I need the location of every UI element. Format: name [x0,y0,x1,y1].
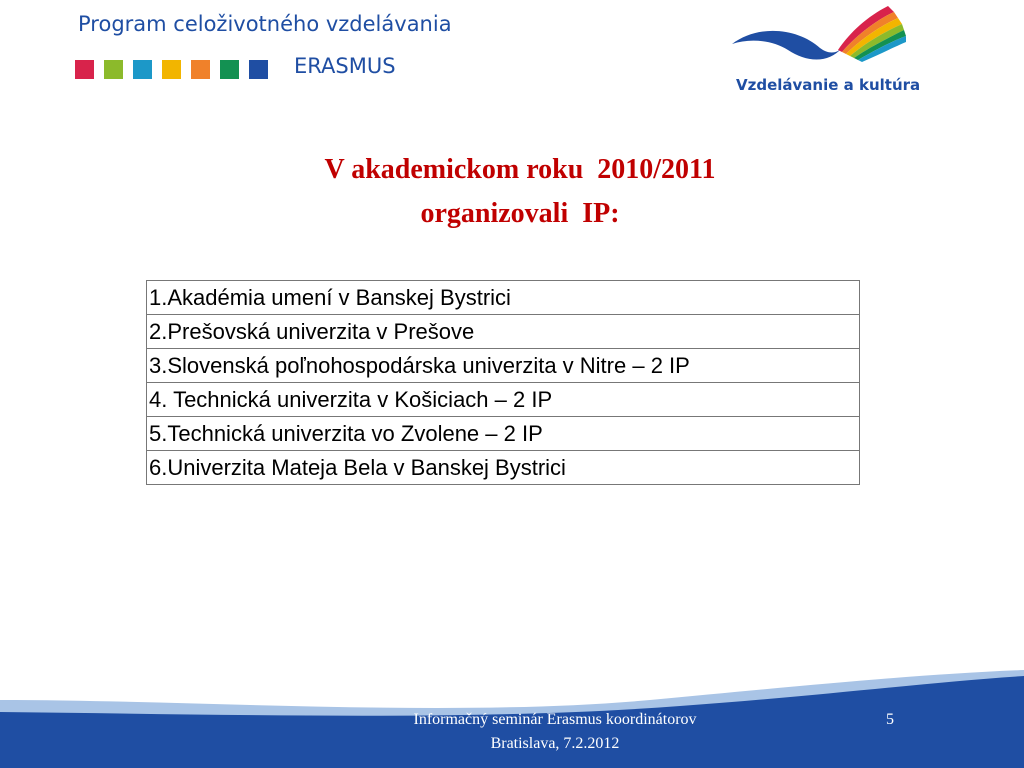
heading-line-1: V akademickom roku 2010/2011 [324,154,716,185]
color-square [162,60,181,79]
program-name: ERASMUS [294,54,396,78]
color-square [104,60,123,79]
program-title: Program celoživotného vzdelávania [78,12,452,36]
color-square [191,60,210,79]
table-row [147,417,860,451]
color-square [249,60,268,79]
color-square [133,60,152,79]
page-number: 5 [886,711,894,728]
table-row [147,383,860,417]
ip-table [146,280,860,485]
footer-text [355,708,755,756]
table-row [147,315,860,349]
logo-text: Vzdelávanie a kultúra [736,76,921,94]
table-cell: 3.Slovenská poľnohospodárska univerzita v Nitre – 2 IP [147,349,860,383]
table-cell: 2.Prešovská univerzita v Prešove [147,315,860,349]
footer-line-1: Informačný seminár Erasmus koordinátorov [413,711,697,728]
table-cell: 1.Akadémia umení v Banskej Bystrici [147,281,860,315]
table-cell: 6.Univerzita Mateja Bela v Banskej Bystrici [147,451,860,485]
slide-heading [200,148,840,236]
color-squares [75,60,268,79]
table-row [147,349,860,383]
table-cell: 4. Technická univerzita v Košiciach – 2 IP [147,383,860,417]
heading-line-2: organizovali IP: [420,198,620,229]
table-cell: 5.Technická univerzita vo Zvolene – 2 IP [147,417,860,451]
color-square [75,60,94,79]
footer-line-2: Bratislava, 7.2.2012 [490,735,620,752]
table-row [147,281,860,315]
color-square [220,60,239,79]
table-row [147,451,860,485]
